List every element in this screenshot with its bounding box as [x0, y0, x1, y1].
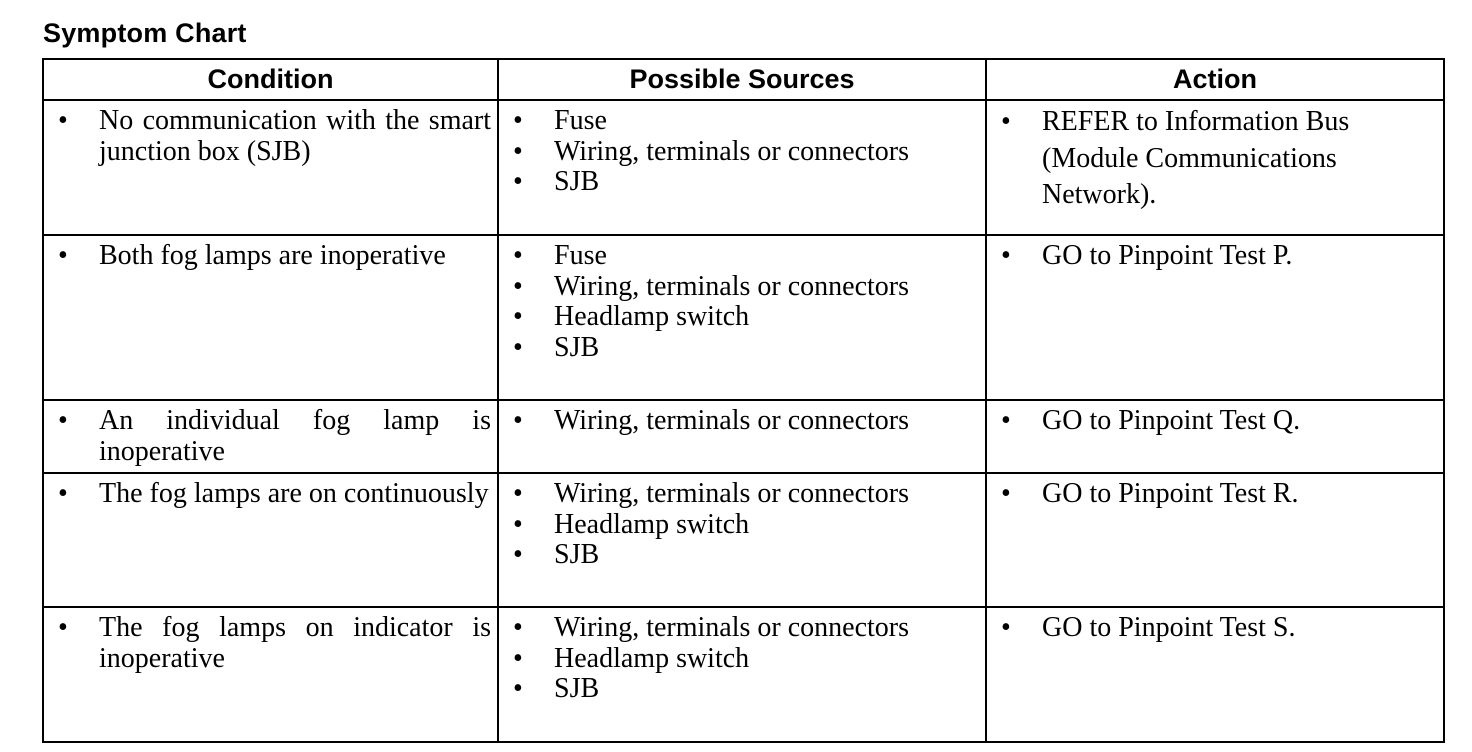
source-item: • Wiring, terminals or connectors [499, 406, 985, 437]
source-item: • Wiring, terminals or connectors [499, 613, 985, 644]
condition-cell [43, 235, 498, 400]
action-cell [986, 235, 1444, 400]
condition-item: • An individual fog lamp is inoperative [44, 406, 497, 467]
action-item: • GO to Pinpoint Test Q. [987, 406, 1443, 437]
column-header-condition: Condition [43, 59, 498, 100]
source-item: • SJB [499, 333, 985, 364]
condition-item: • The fog lamps on indicator is inoperative [44, 613, 497, 674]
source-item: • SJB [499, 540, 985, 571]
sources-cell [498, 235, 986, 400]
action-item: • REFER to Information Bus (Module Communications Network). [987, 104, 1443, 214]
source-item: • Fuse [499, 106, 985, 137]
action-item: • GO to Pinpoint Test P. [987, 241, 1443, 272]
column-header-possible-sources: Possible Sources [498, 59, 986, 100]
condition-cell [43, 100, 498, 235]
action-cell [986, 100, 1444, 235]
table-row [43, 400, 1444, 473]
source-item: • SJB [499, 674, 985, 705]
action-item: • GO to Pinpoint Test R. [987, 479, 1443, 510]
table-row [43, 473, 1444, 607]
condition-cell [43, 473, 498, 607]
condition-cell [43, 400, 498, 473]
sources-cell [498, 607, 986, 742]
action-cell [986, 607, 1444, 742]
action-cell [986, 473, 1444, 607]
source-item: • Fuse [499, 241, 985, 272]
condition-item: • The fog lamps are on continuously [44, 479, 497, 510]
table-row [43, 607, 1444, 742]
condition-cell [43, 607, 498, 742]
source-item: • Wiring, terminals or connectors [499, 479, 985, 510]
condition-item: • Both fog lamps are inoperative [44, 241, 497, 272]
action-cell [986, 400, 1444, 473]
table-header-row [43, 59, 1444, 100]
condition-item: • No communication with the smart junction box (SJB) [44, 106, 497, 167]
source-item: • SJB [499, 167, 985, 198]
table-row [43, 235, 1444, 400]
table-row [43, 100, 1444, 235]
source-item: • Headlamp switch [499, 302, 985, 333]
column-header-action: Action [986, 59, 1444, 100]
action-item: • GO to Pinpoint Test S. [987, 613, 1443, 644]
source-item: • Headlamp switch [499, 510, 985, 541]
sources-cell [498, 400, 986, 473]
sources-cell [498, 473, 986, 607]
page-title: Symptom Chart [43, 18, 247, 48]
sources-cell [498, 100, 986, 235]
source-item: • Wiring, terminals or connectors [499, 272, 985, 303]
source-item: • Wiring, terminals or connectors [499, 137, 985, 168]
symptom-chart-table [42, 58, 1445, 743]
source-item: • Headlamp switch [499, 644, 985, 675]
